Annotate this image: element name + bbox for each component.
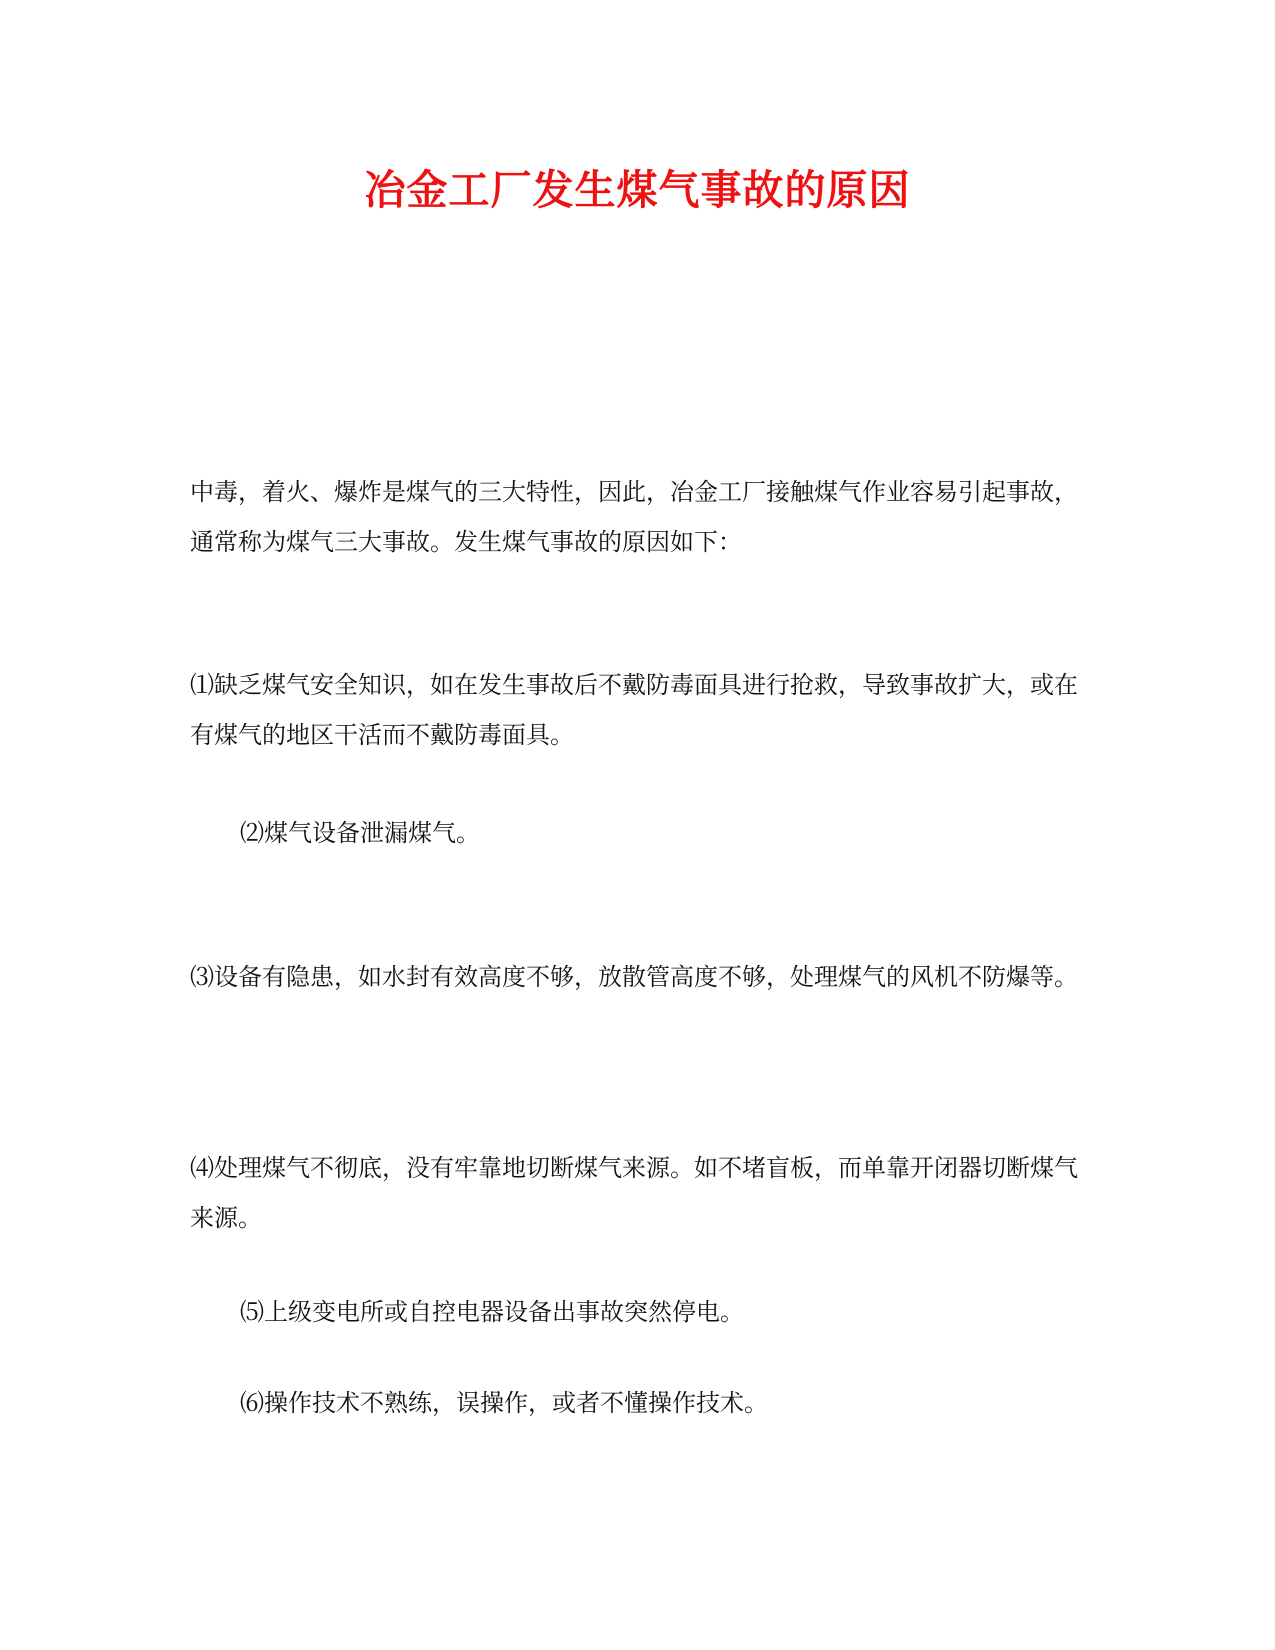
cause-item-2: ⑵煤气设备泄漏煤气。 <box>240 819 480 847</box>
cause-item-6: ⑹操作技术不熟练，误操作，或者不懂操作技术。 <box>240 1389 768 1417</box>
cause-item-4: ⑷处理煤气不彻底，没有牢靠地切断煤气来源。如不堵盲板，而单靠开闭器切断煤气来源。 <box>190 1154 1078 1232</box>
cause-item-3: ⑶设备有隐患，如水封有效高度不够，放散管高度不够，处理煤气的风机不防爆等。 <box>190 963 1078 991</box>
cause-item-1: ⑴缺乏煤气安全知识，如在发生事故后不戴防毒面具进行抢救，导致事故扩大，或在有煤气的地区干活而不戴防毒面具。 <box>190 671 1078 749</box>
intro-paragraph: 中毒，着火、爆炸是煤气的三大特性，因此，冶金工厂接触煤气作业容易引起事故，通常称为煤气三大事故。发生煤气事故的原因如下： <box>190 478 1078 556</box>
document-title: 冶金工厂发生煤气事故的原因 <box>364 166 911 214</box>
cause-item-5: ⑸上级变电所或自控电器设备出事故突然停电。 <box>240 1298 744 1326</box>
